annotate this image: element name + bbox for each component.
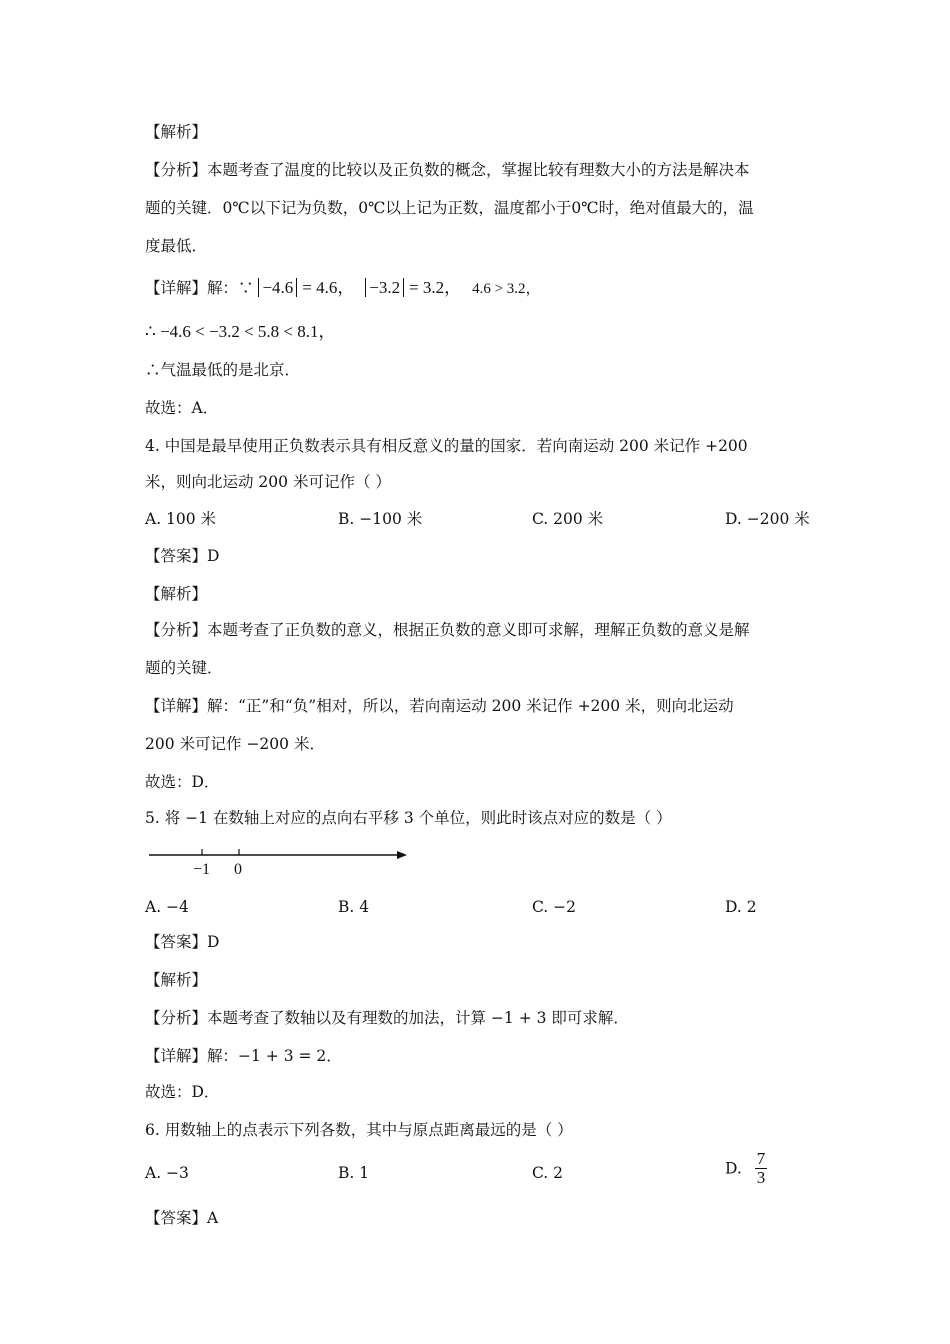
q4-answer: 【答案】D bbox=[145, 547, 220, 565]
q5-option-a: A. −4 bbox=[145, 898, 189, 916]
answer-choice-line: 故选：A． bbox=[145, 399, 219, 417]
question-4: 米，则向北运动 200 米可记作（ ） bbox=[145, 473, 391, 491]
detail-prefix: 【详解】解：∵ bbox=[145, 279, 254, 297]
fraction bbox=[755, 1150, 768, 1187]
arrow-icon bbox=[397, 851, 407, 859]
detail-line bbox=[145, 278, 541, 299]
q5-choice: 故选：D． bbox=[145, 1083, 220, 1101]
q5-option-b: B. 4 bbox=[338, 898, 370, 916]
tick-label-minus-one: −1 bbox=[193, 861, 211, 878]
abs-expression: −3.2 bbox=[365, 278, 404, 297]
q4-detail: 【详解】解：“正”和“负”相对，所以，若向南运动 200 米记作 +200 米，则向北运动 bbox=[145, 697, 734, 715]
q5-answer: 【答案】D bbox=[145, 933, 220, 951]
analysis-text: 度最低． bbox=[145, 237, 208, 255]
q5-option-c: C. −2 bbox=[532, 898, 577, 916]
equation: = 4.6， bbox=[302, 278, 355, 297]
equation: = 3.2， bbox=[409, 278, 462, 297]
q5-option-d: D. 2 bbox=[725, 898, 757, 916]
conclusion-line: ∴气温最低的是北京． bbox=[145, 361, 301, 379]
q6-option-a: A. −3 bbox=[145, 1164, 189, 1182]
q4-option-b: B. −100 米 bbox=[338, 510, 423, 528]
q4-detail: 200 米可记作 −200 米． bbox=[145, 735, 325, 753]
question-4: 4. 中国是最早使用正负数表示具有相反意义的量的国家．若向南运动 200 米记作 +200 bbox=[145, 437, 748, 455]
q6-option-d bbox=[725, 1150, 767, 1187]
q4-choice: 故选：D． bbox=[145, 773, 220, 791]
q4-option-c: C. 200 米 bbox=[532, 510, 604, 528]
q6-option-b: B. 1 bbox=[338, 1164, 370, 1182]
comparison: 4.6 > 3.2， bbox=[472, 281, 541, 297]
q4-option-d: D. −200 米 bbox=[725, 510, 810, 528]
q5-detail: 【详解】解：−1 + 3 = 2． bbox=[145, 1047, 342, 1065]
q6-option-d-label: D. bbox=[725, 1159, 742, 1178]
q4-analysis: 【分析】本题考查了正负数的意义，根据正负数的意义即可求解，理解正负数的意义是解 bbox=[145, 621, 750, 639]
number-line bbox=[145, 842, 415, 882]
q5-analysis-header: 【解析】 bbox=[145, 971, 208, 989]
analysis-text: 【分析】本题考查了温度的比较以及正负数的概念，掌握比较有理数大小的方法是解决本 bbox=[145, 161, 750, 179]
tick-label-zero: 0 bbox=[234, 861, 242, 878]
q6-answer: 【答案】A bbox=[145, 1209, 219, 1227]
analysis-text: 题的关键．0℃以下记为负数，0℃以上记为正数，温度都小于0℃时，绝对值最大的，温 bbox=[145, 199, 754, 217]
question-6: 6. 用数轴上的点表示下列各数，其中与原点距离最远的是（ ） bbox=[145, 1121, 573, 1139]
q6-option-c: C. 2 bbox=[532, 1164, 564, 1182]
q4-analysis: 题的关键． bbox=[145, 659, 223, 677]
analysis-header: 【解析】 bbox=[145, 123, 208, 141]
abs-expression: −4.6 bbox=[258, 278, 297, 297]
fraction-denominator: 3 bbox=[756, 1168, 766, 1187]
q4-analysis-header: 【解析】 bbox=[145, 585, 208, 603]
q5-analysis: 【分析】本题考查了数轴以及有理数的加法，计算 −1 + 3 即可求解． bbox=[145, 1009, 629, 1027]
fraction-numerator: 7 bbox=[756, 1149, 766, 1168]
conclusion-line: ∴ −4.6 < −3.2 < 5.8 < 8.1， bbox=[145, 322, 336, 341]
question-5: 5. 将 −1 在数轴上对应的点向右平移 3 个单位，则此时该点对应的数是（ ） bbox=[145, 809, 672, 827]
q4-option-a: A. 100 米 bbox=[145, 510, 217, 528]
